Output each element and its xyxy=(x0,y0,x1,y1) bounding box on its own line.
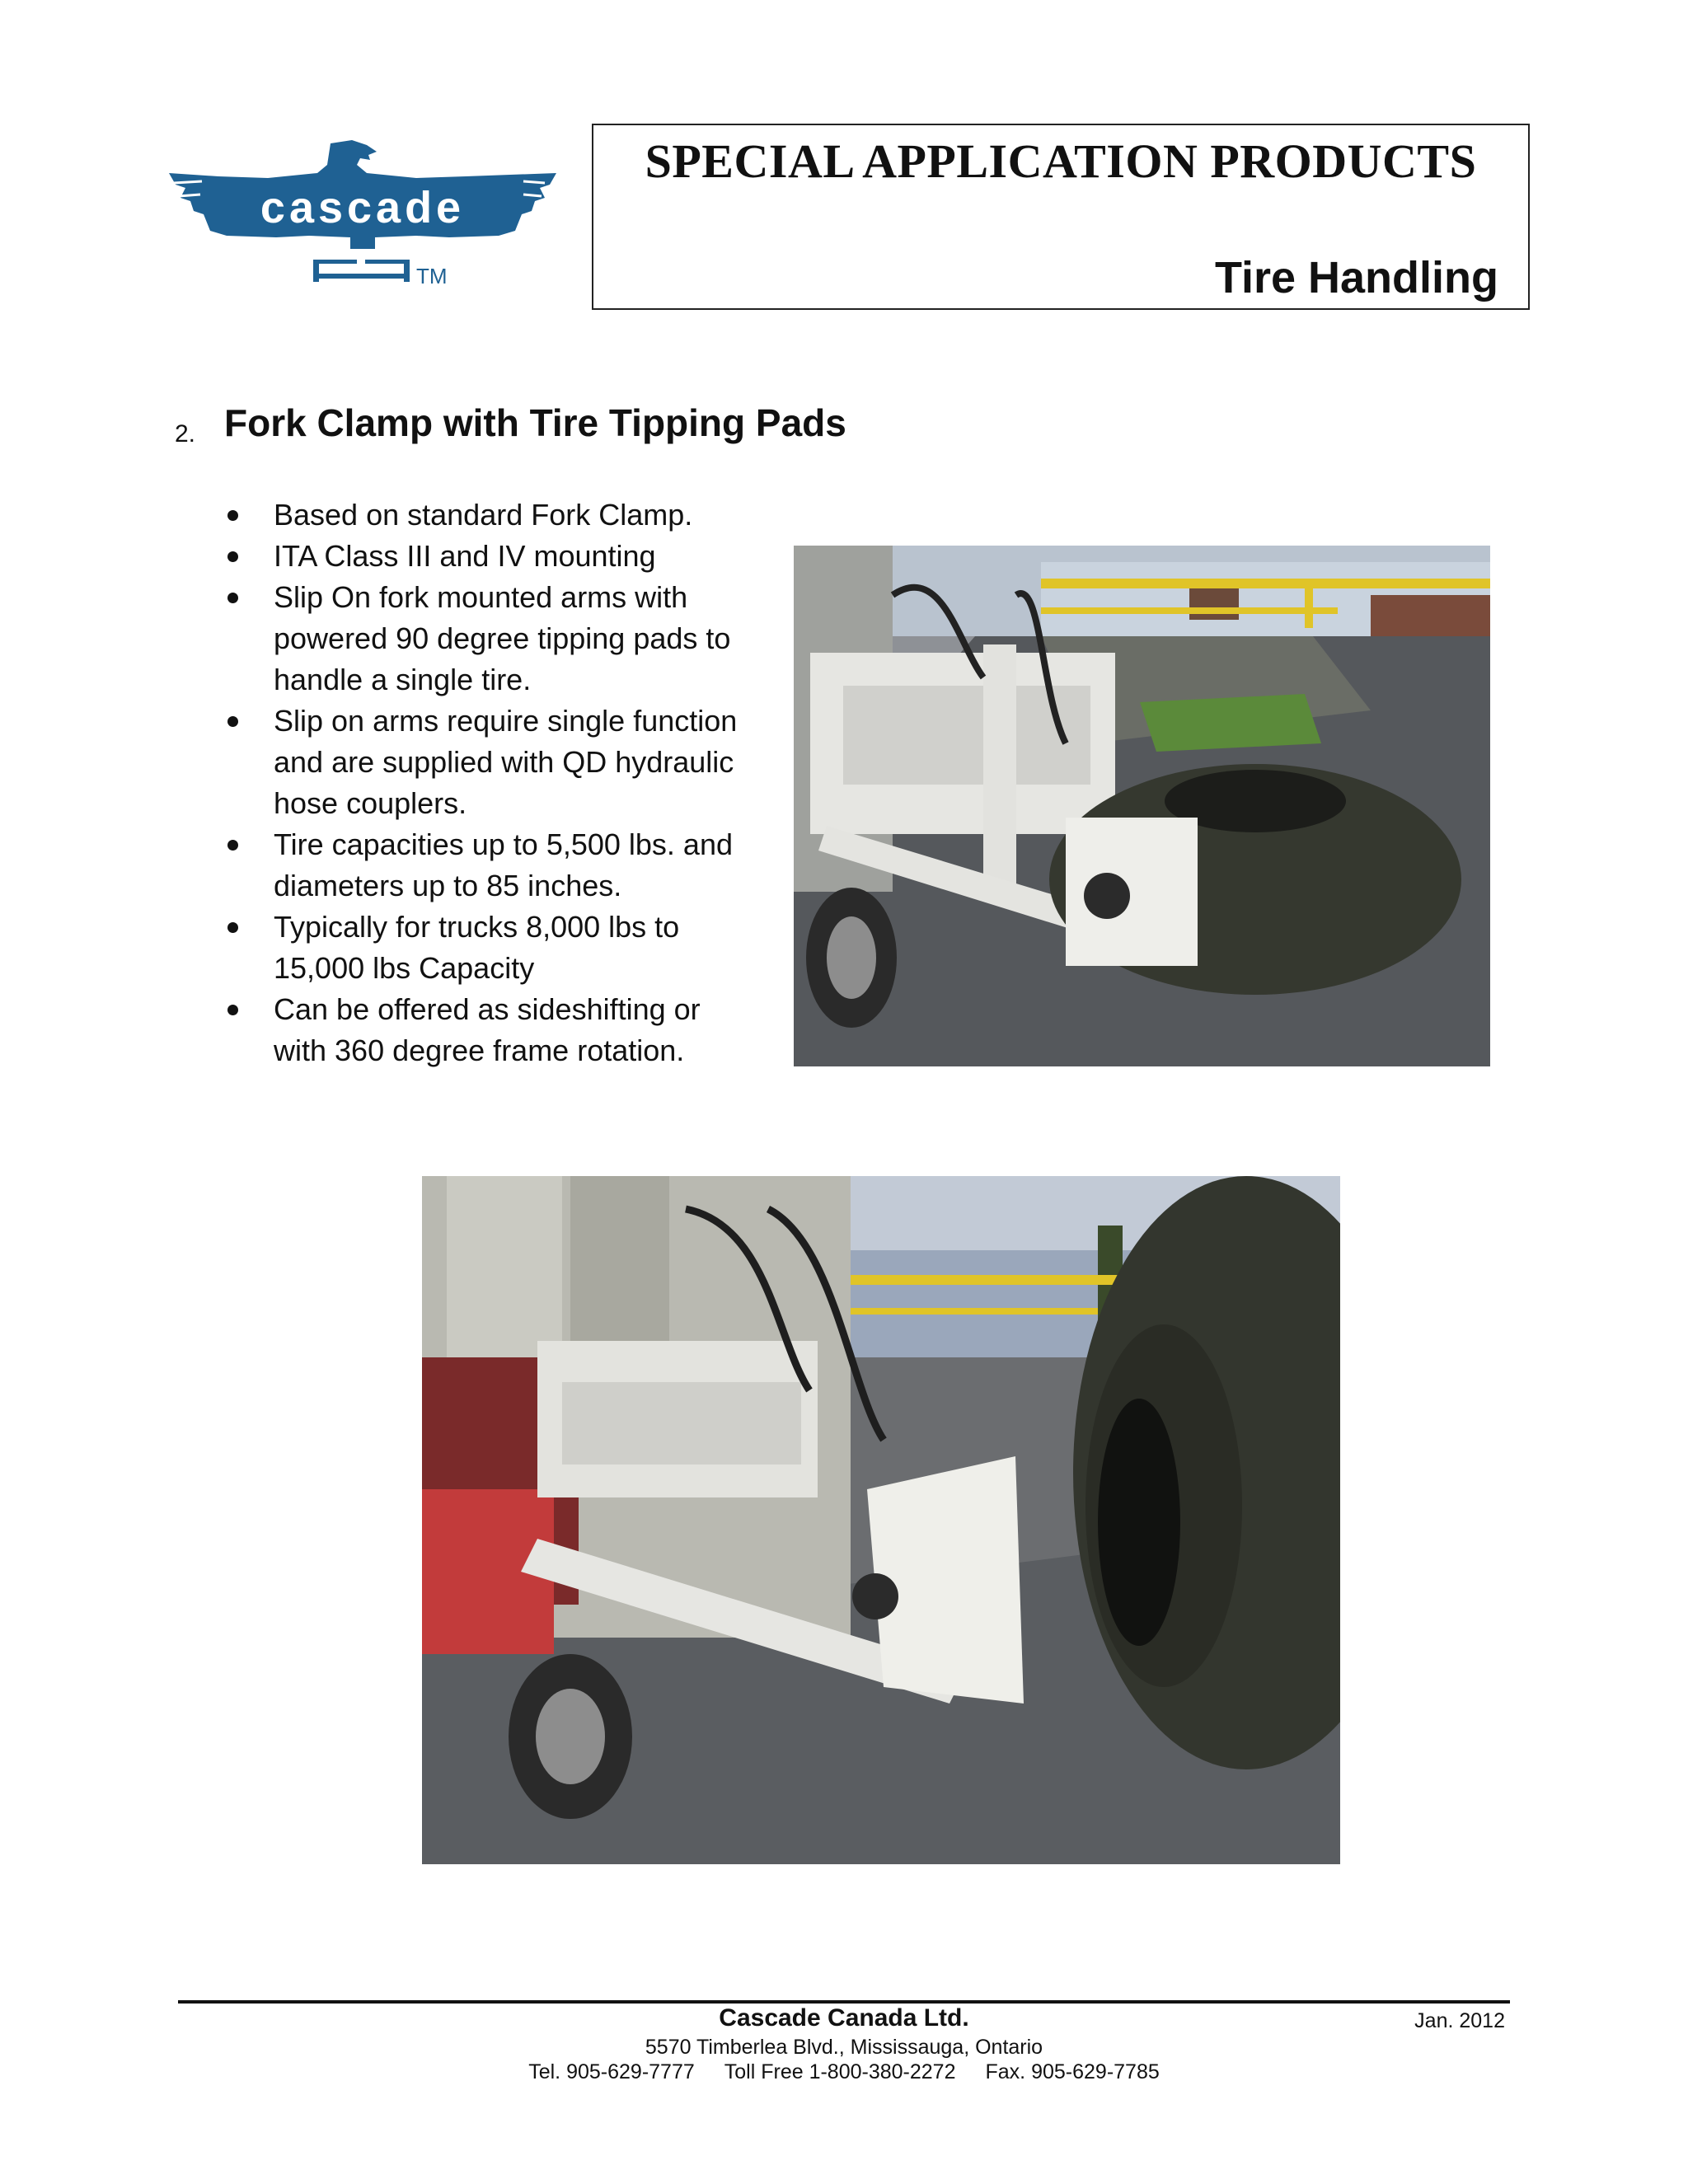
feature-list xyxy=(216,494,776,1071)
feature-text-line: ITA Class III and IV mounting xyxy=(274,539,656,573)
footer-tollfree: Toll Free 1-800-380-2272 xyxy=(724,2060,956,2083)
bullet-dot-icon xyxy=(227,716,238,727)
footer-company-name: Cascade Canada Ltd. xyxy=(719,2004,969,2032)
feature-text-line: Tire capacities up to 5,500 lbs. and xyxy=(274,827,733,861)
section-number: 2. xyxy=(175,420,196,448)
trademark-mark: TM xyxy=(416,264,448,288)
bullet-dot-icon xyxy=(227,922,238,933)
bullet-dot-icon xyxy=(227,551,238,562)
footer-address: 5570 Timberlea Blvd., Mississauga, Ontario xyxy=(645,2036,1043,2059)
bullet-dot-icon xyxy=(227,510,238,521)
feature-text-line: diameters up to 85 inches. xyxy=(274,869,622,902)
feature-list-item xyxy=(216,989,776,1071)
cascade-eagle-logo-graphic xyxy=(169,140,556,305)
feature-text-line: Slip On fork mounted arms with xyxy=(274,580,688,614)
feature-list-item xyxy=(216,907,776,989)
feature-text-line: Slip on arms require single function xyxy=(274,704,738,738)
footer-rule xyxy=(178,2000,1510,2004)
footer-fax: Fax. 905-629-7785 xyxy=(985,2060,1160,2083)
feature-text-line: powered 90 degree tipping pads to xyxy=(274,621,731,655)
bullet-dot-icon xyxy=(227,1005,238,1015)
photo-fork-clamp-tipped-tire xyxy=(422,1176,1340,1864)
footer-date: Jan. 2012 xyxy=(1414,2009,1505,2032)
header-box xyxy=(592,124,1530,310)
feature-list-item xyxy=(216,824,776,907)
feature-text-line: handle a single tire. xyxy=(274,663,532,696)
cascade-logo xyxy=(169,140,556,305)
photo-fork-clamp-horizontal-tire xyxy=(794,546,1490,1066)
feature-text-line: and are supplied with QD hydraulic xyxy=(274,745,734,779)
feature-list-item xyxy=(216,494,776,536)
feature-list-item xyxy=(216,701,776,824)
footer-contacts xyxy=(178,2060,1510,2084)
header-subtitle: Tire Handling xyxy=(1214,253,1498,302)
section-title: Fork Clamp with Tire Tipping Pads xyxy=(224,401,846,444)
feature-text-line: Typically for trucks 8,000 lbs to xyxy=(274,910,680,944)
header-title: SPECIAL APPLICATION PRODUCTS xyxy=(645,134,1477,188)
bullet-dot-icon xyxy=(227,840,238,851)
feature-text-line: hose couplers. xyxy=(274,786,467,820)
feature-text-line: with 360 degree frame rotation. xyxy=(274,1033,685,1067)
logo-wordmark: cascade xyxy=(260,183,466,232)
footer-tel: Tel. 905-629-7777 xyxy=(528,2060,695,2083)
feature-text-line: Can be offered as sideshifting or xyxy=(274,992,701,1026)
feature-text-line: 15,000 lbs Capacity xyxy=(274,951,535,985)
feature-list-item xyxy=(216,536,776,577)
feature-list-item xyxy=(216,577,776,701)
bullet-dot-icon xyxy=(227,593,238,603)
feature-text-line: Based on standard Fork Clamp. xyxy=(274,498,693,532)
